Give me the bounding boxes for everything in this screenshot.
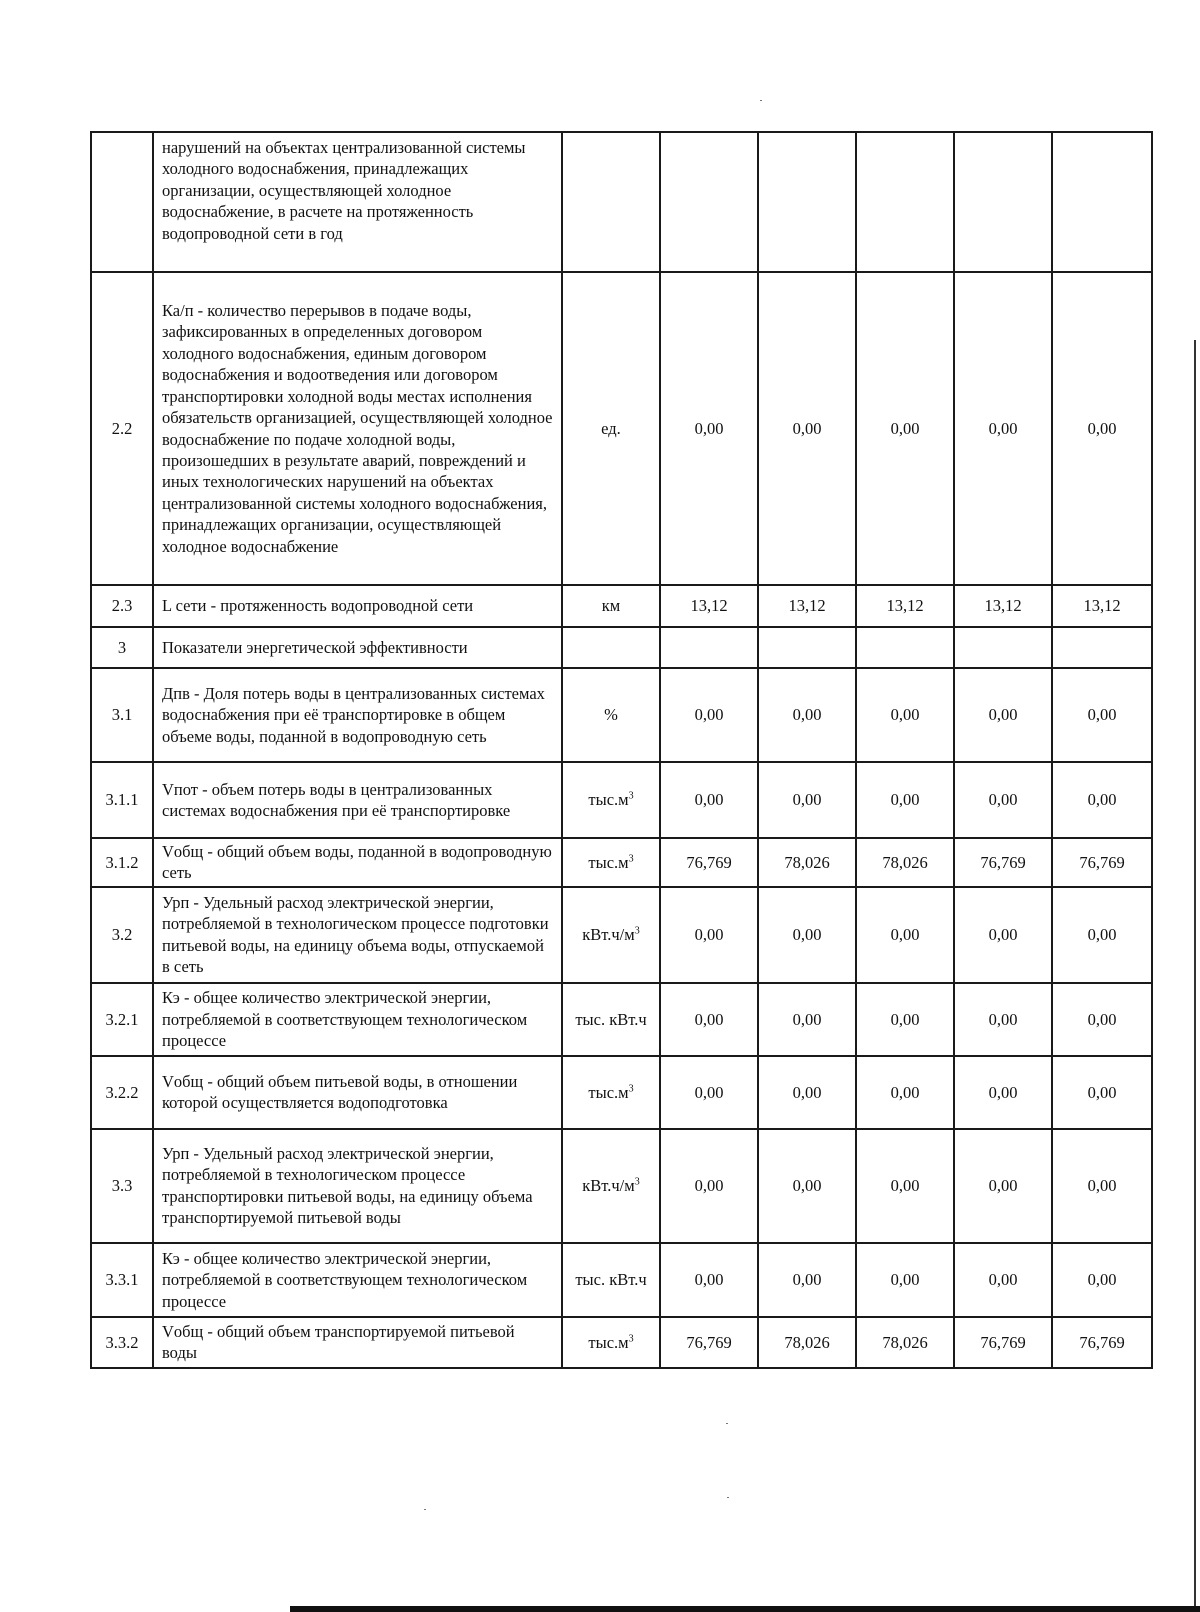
table-row	[91, 887, 1152, 983]
value-cell: 0,00	[660, 272, 758, 585]
value-cell: 0,00	[758, 1129, 856, 1243]
value-cell: 0,00	[856, 887, 954, 983]
value-cell: 0,00	[758, 668, 856, 762]
row-number: 3.1.1	[91, 762, 153, 838]
value-cell: 0,00	[1052, 762, 1152, 838]
row-number: 3.1	[91, 668, 153, 762]
value-cell: 78,026	[758, 1317, 856, 1368]
row-number: 3.1.2	[91, 838, 153, 887]
unit-label: %	[604, 705, 618, 725]
unit-label: кВт.ч/м	[582, 1176, 635, 1196]
unit-label: тыс.м	[588, 852, 629, 872]
indicator-description: Vобщ - общий объем воды, поданной в водопроводную сеть	[153, 838, 562, 887]
table-row	[91, 272, 1152, 585]
unit-label: тыс.м	[588, 790, 629, 810]
value-cell: 0,00	[856, 668, 954, 762]
unit-label: ед.	[601, 418, 621, 438]
value-cell: 0,00	[954, 983, 1052, 1056]
value-cell: 0,00	[856, 1129, 954, 1243]
row-number: 3.2	[91, 887, 153, 983]
table-row	[91, 1056, 1152, 1129]
unit-cell	[562, 585, 660, 627]
unit-exponent: 3	[628, 853, 634, 865]
unit-label: кВт.ч/м	[582, 925, 635, 945]
indicator-description: Vпот - объем потерь воды в централизованных системах водоснабжения при её транспортировке	[153, 762, 562, 838]
value-cell: 0,00	[1052, 272, 1152, 585]
value-cell: 0,00	[660, 668, 758, 762]
unit-cell	[562, 1056, 660, 1129]
value-cell: 0,00	[954, 887, 1052, 983]
unit-label: тыс. кВт.ч	[575, 1270, 647, 1290]
unit-exponent: 3	[628, 1333, 634, 1345]
value-cell: 0,00	[954, 272, 1052, 585]
indicator-description: Показатели энергетической эффективности	[153, 627, 562, 668]
row-number	[91, 132, 153, 272]
table-row	[91, 668, 1152, 762]
value-cell: 0,00	[758, 1243, 856, 1317]
indicator-description: Кэ - общее количество электрической энергии, потребляемой в соответствующем технологическом процессе	[153, 983, 562, 1056]
row-number: 2.2	[91, 272, 153, 585]
indicator-description: Vобщ - общий объем питьевой воды, в отношении которой осуществляется водоподготовка	[153, 1056, 562, 1129]
value-cell: 0,00	[856, 1056, 954, 1129]
value-cell: 0,00	[758, 762, 856, 838]
unit-cell	[562, 887, 660, 983]
value-cell: 0,00	[758, 983, 856, 1056]
table-row	[91, 762, 1152, 838]
value-cell	[1052, 132, 1152, 272]
unit-cell	[562, 762, 660, 838]
value-cell: 0,00	[954, 1243, 1052, 1317]
value-cell	[758, 627, 856, 668]
value-cell: 13,12	[856, 585, 954, 627]
row-number: 3.3.1	[91, 1243, 153, 1317]
value-cell: 76,769	[1052, 1317, 1152, 1368]
scan-speck	[424, 1509, 426, 1510]
value-cell: 0,00	[758, 887, 856, 983]
value-cell: 78,026	[856, 838, 954, 887]
scan-speck	[760, 100, 762, 101]
unit-cell	[562, 668, 660, 762]
value-cell: 0,00	[954, 1056, 1052, 1129]
unit-cell	[562, 627, 660, 668]
scan-edge-right	[1194, 340, 1196, 1610]
indicator-description: L сети - протяженность водопроводной сети	[153, 585, 562, 627]
indicator-description: Кэ - общее количество электрической энергии, потребляемой в соответствующем технологическом процессе	[153, 1243, 562, 1317]
value-cell: 78,026	[758, 838, 856, 887]
value-cell: 0,00	[660, 887, 758, 983]
value-cell: 0,00	[660, 1129, 758, 1243]
indicators-table	[90, 131, 1153, 1369]
table-row	[91, 1243, 1152, 1317]
unit-exponent: 3	[628, 1083, 634, 1095]
unit-label: тыс. кВт.ч	[575, 1009, 647, 1029]
value-cell: 0,00	[1052, 668, 1152, 762]
table-row	[91, 1317, 1152, 1368]
value-cell	[758, 132, 856, 272]
value-cell: 0,00	[1052, 887, 1152, 983]
indicator-description: нарушений на объектах централизованной системы холодного водоснабжения, принадлежащих организации, осуществляющей холодное водоснабжение, в расчете на протяженность водопроводной сети в год	[153, 132, 562, 272]
value-cell	[954, 132, 1052, 272]
value-cell	[954, 627, 1052, 668]
value-cell: 0,00	[1052, 1056, 1152, 1129]
unit-cell	[562, 132, 660, 272]
value-cell	[660, 132, 758, 272]
value-cell: 0,00	[660, 1243, 758, 1317]
value-cell: 0,00	[758, 272, 856, 585]
value-cell: 0,00	[856, 762, 954, 838]
indicator-description: Ка/п - количество перерывов в подаче воды, зафиксированных в определенных договором холодного водоснабжения, единым договором водоснабжения и водоотведения или договором транспортировки холодной воды местах исполнения обязательств организацией, осуществляющей холодное водоснабжение по подаче холодной воды, произошедших в результате аварий, повреждений и иных технологических нарушений на объектах централизованной системы холодного водоснабжения, принадлежащих организации, осуществляющей холодное водоснабжение	[153, 272, 562, 585]
value-cell: 13,12	[954, 585, 1052, 627]
value-cell: 0,00	[1052, 1243, 1152, 1317]
value-cell: 0,00	[954, 668, 1052, 762]
indicator-description: Дпв - Доля потерь воды в централизованных системах водоснабжения при её транспортировке в общем объеме воды, поданной в водопроводную сеть	[153, 668, 562, 762]
row-number: 2.3	[91, 585, 153, 627]
table-row	[91, 627, 1152, 668]
value-cell: 13,12	[660, 585, 758, 627]
unit-label: км	[601, 596, 621, 616]
unit-label: тыс.м	[588, 1082, 629, 1102]
value-cell: 0,00	[660, 1056, 758, 1129]
unit-cell	[562, 1129, 660, 1243]
value-cell: 13,12	[758, 585, 856, 627]
unit-cell	[562, 1243, 660, 1317]
value-cell: 76,769	[660, 838, 758, 887]
value-cell	[856, 627, 954, 668]
value-cell: 0,00	[660, 762, 758, 838]
value-cell: 0,00	[758, 1056, 856, 1129]
row-number: 3	[91, 627, 153, 668]
value-cell: 76,769	[1052, 838, 1152, 887]
value-cell: 0,00	[1052, 983, 1152, 1056]
unit-exponent: 3	[628, 790, 634, 802]
value-cell: 0,00	[954, 1129, 1052, 1243]
scan-speck	[726, 1423, 728, 1424]
row-number: 3.3	[91, 1129, 153, 1243]
table-row	[91, 132, 1152, 272]
value-cell: 76,769	[954, 838, 1052, 887]
value-cell	[660, 627, 758, 668]
value-cell	[1052, 627, 1152, 668]
value-cell: 0,00	[856, 272, 954, 585]
unit-cell	[562, 838, 660, 887]
value-cell: 76,769	[660, 1317, 758, 1368]
table-body	[91, 132, 1152, 1368]
indicator-description: Vобщ - общий объем транспортируемой питьевой воды	[153, 1317, 562, 1368]
table-row	[91, 838, 1152, 887]
value-cell: 0,00	[856, 983, 954, 1056]
value-cell: 76,769	[954, 1317, 1052, 1368]
value-cell: 78,026	[856, 1317, 954, 1368]
unit-cell	[562, 272, 660, 585]
value-cell: 0,00	[954, 762, 1052, 838]
value-cell	[856, 132, 954, 272]
unit-cell	[562, 1317, 660, 1368]
value-cell: 0,00	[660, 983, 758, 1056]
unit-cell	[562, 983, 660, 1056]
value-cell: 0,00	[856, 1243, 954, 1317]
indicator-description: Урп - Удельный расход электрической энергии, потребляемой в технологическом процессе подготовки питьевой воды, на единицу объема воды, отпускаемой в сеть	[153, 887, 562, 983]
row-number: 3.3.2	[91, 1317, 153, 1368]
scan-edge-bottom	[290, 1606, 1200, 1612]
unit-exponent: 3	[634, 1176, 640, 1188]
table-row	[91, 585, 1152, 627]
table-row	[91, 983, 1152, 1056]
indicator-description: Урп - Удельный расход электрической энергии, потребляемой в технологическом процессе транспортировки питьевой воды, на единицу объема транспортируемой питьевой воды	[153, 1129, 562, 1243]
value-cell: 0,00	[1052, 1129, 1152, 1243]
unit-label: тыс.м	[588, 1332, 629, 1352]
value-cell: 13,12	[1052, 585, 1152, 627]
scan-speck	[727, 1497, 729, 1498]
row-number: 3.2.1	[91, 983, 153, 1056]
unit-exponent: 3	[634, 925, 640, 937]
row-number: 3.2.2	[91, 1056, 153, 1129]
table-row	[91, 1129, 1152, 1243]
